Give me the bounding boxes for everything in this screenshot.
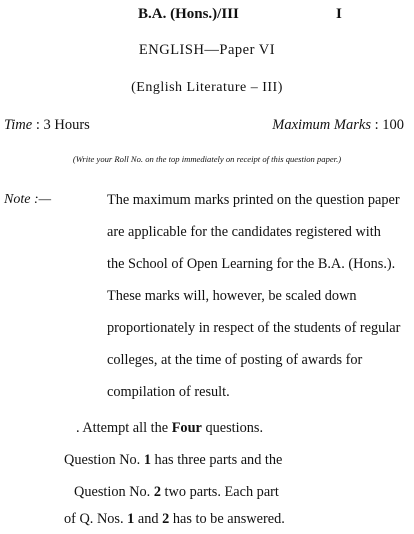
note-line: are applicable for the candidates registered with (107, 224, 381, 240)
note-line: These marks will, however, be scaled down (107, 288, 357, 304)
note-line: compilation of result. (107, 384, 230, 400)
instruction-line: Question No. 2 two parts. Each part (74, 484, 279, 500)
maximum-marks: Maximum Marks : 100 (272, 117, 404, 133)
time-allowed: Time : 3 Hours (4, 117, 90, 133)
instruction-line: Question No. 1 has three parts and the (64, 452, 283, 468)
instruction-line: of Q. Nos. 1 and 2 has to be answered. (64, 511, 285, 527)
note-label: Note :— (4, 192, 52, 207)
paper-subtitle: (English Literature – III) (131, 80, 283, 95)
roll-instruction: (Write your Roll No. on the top immediately on receipt of this question paper.) (72, 154, 342, 164)
time-value: 3 Hours (43, 117, 90, 133)
marks-value: 100 (382, 117, 404, 133)
note-line: the School of Open Learning for the B.A. (Hons.). (107, 256, 396, 272)
paper-title: ENGLISH—Paper VI (138, 42, 276, 58)
course-title: B.A. (Hons.)/III (138, 6, 239, 22)
time-label: Time (4, 117, 33, 133)
marks-label: Maximum Marks (272, 117, 371, 133)
note-line: The maximum marks printed on the question paper (107, 192, 400, 208)
note-line: colleges, at the time of posting of awards for (107, 352, 363, 368)
set-number: I (336, 6, 342, 22)
note-line: proportionately in respect of the students of regular (107, 320, 401, 336)
instruction-line: . Attempt all the Four questions. (76, 420, 264, 436)
